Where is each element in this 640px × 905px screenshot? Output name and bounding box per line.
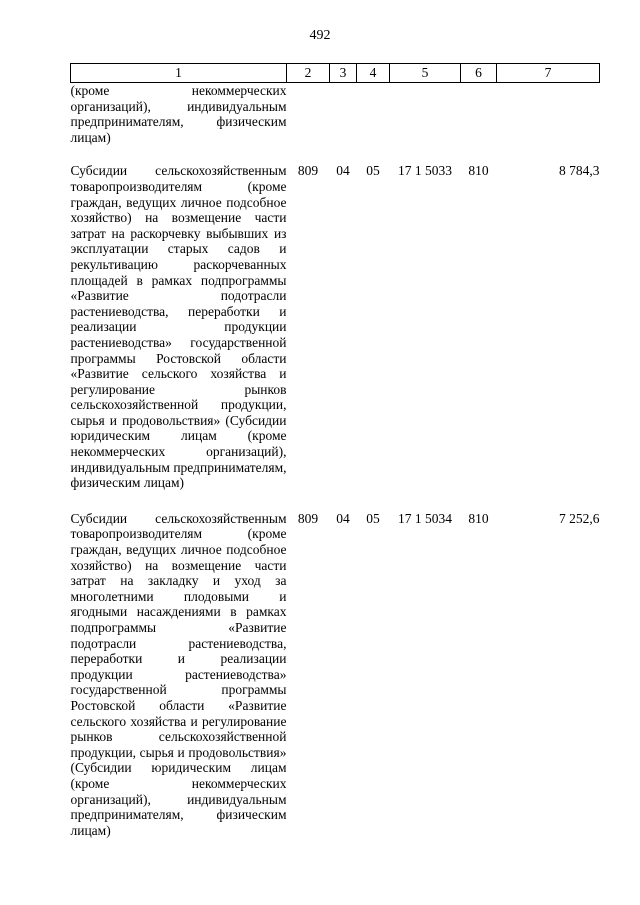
empty-cell — [497, 83, 600, 164]
table-row — [71, 163, 600, 510]
header-col-3: 3 — [330, 64, 357, 83]
row-ministry-code: 809 — [297, 510, 319, 526]
row-amount: 7 252,6 — [559, 510, 600, 526]
empty-cell — [330, 83, 357, 164]
empty-cell — [357, 83, 390, 164]
header-col-4: 4 — [357, 64, 390, 83]
table-row-continuation — [71, 83, 600, 164]
row-section-code: 04 — [336, 510, 350, 526]
header-col-1: 1 — [71, 64, 287, 83]
empty-cell — [390, 83, 461, 164]
empty-cell — [461, 83, 497, 164]
table-header — [71, 64, 600, 83]
row-section-code: 04 — [336, 163, 350, 179]
row-target-code: 17 1 5034 — [398, 510, 452, 526]
continuation-description: (кроме некоммерческих организаций), индивидуальным предпринимателям, физическим лицам) — [70, 83, 287, 145]
row-ministry-code: 809 — [297, 163, 319, 179]
header-col-6: 6 — [461, 64, 497, 83]
row-amount: 8 784,3 — [559, 163, 600, 179]
table-body — [71, 83, 600, 859]
row-subsection-code: 05 — [366, 510, 380, 526]
table-row — [71, 511, 600, 858]
row-target-code: 17 1 5033 — [398, 163, 452, 179]
header-col-5: 5 — [390, 64, 461, 83]
row-description: Субсидии сельскохозяйственным товаропроизводителям (кроме граждан, ведущих личное подсобное хозяйство) на возмещение части затрат на раскорчевку выбывших из эксплуатации старых садов и рекультивацию раскорчеванных площадей в рамках подпрограммы «Развитие подотрасли растениеводства, переработки и реализации продукции растениеводства» государственной программы Ростовской области «Развитие сельского хозяйства и регулирование рынков сельскохозяйственной продукции, сырья и продовольствия» (Субсидии юридическим лицам (кроме некоммерческих организаций), индивидуальным предпринимателям, физическим лицам) — [70, 163, 287, 491]
header-col-2: 2 — [287, 64, 330, 83]
header-col-7: 7 — [497, 64, 600, 83]
row-subsection-code: 05 — [366, 163, 380, 179]
page-number: 492 — [309, 28, 331, 43]
budget-table — [70, 63, 600, 858]
row-expense-type-code: 810 — [468, 510, 489, 526]
row-description: Субсидии сельскохозяйственным товаропроизводителям (кроме граждан, ведущих личное подсобное хозяйство) на возмещение части затрат на закладку и уход за многолетними плодовыми и ягодными насаждениями в рамках подпрограммы «Развитие подотрасли растениеводства, переработки и реализации продукции растениеводства» государственной программы Ростовской области «Развитие сельского хозяйства и регулирование рынков сельскохозяйственной продукции, сырья и продовольствия» (Субсидии юридическим лицам (кроме некоммерческих организаций), индивидуальным предпринимателям, физическим лицам) — [70, 510, 287, 838]
header-row — [71, 64, 600, 83]
row-expense-type-code: 810 — [468, 163, 489, 179]
empty-cell — [287, 83, 330, 164]
